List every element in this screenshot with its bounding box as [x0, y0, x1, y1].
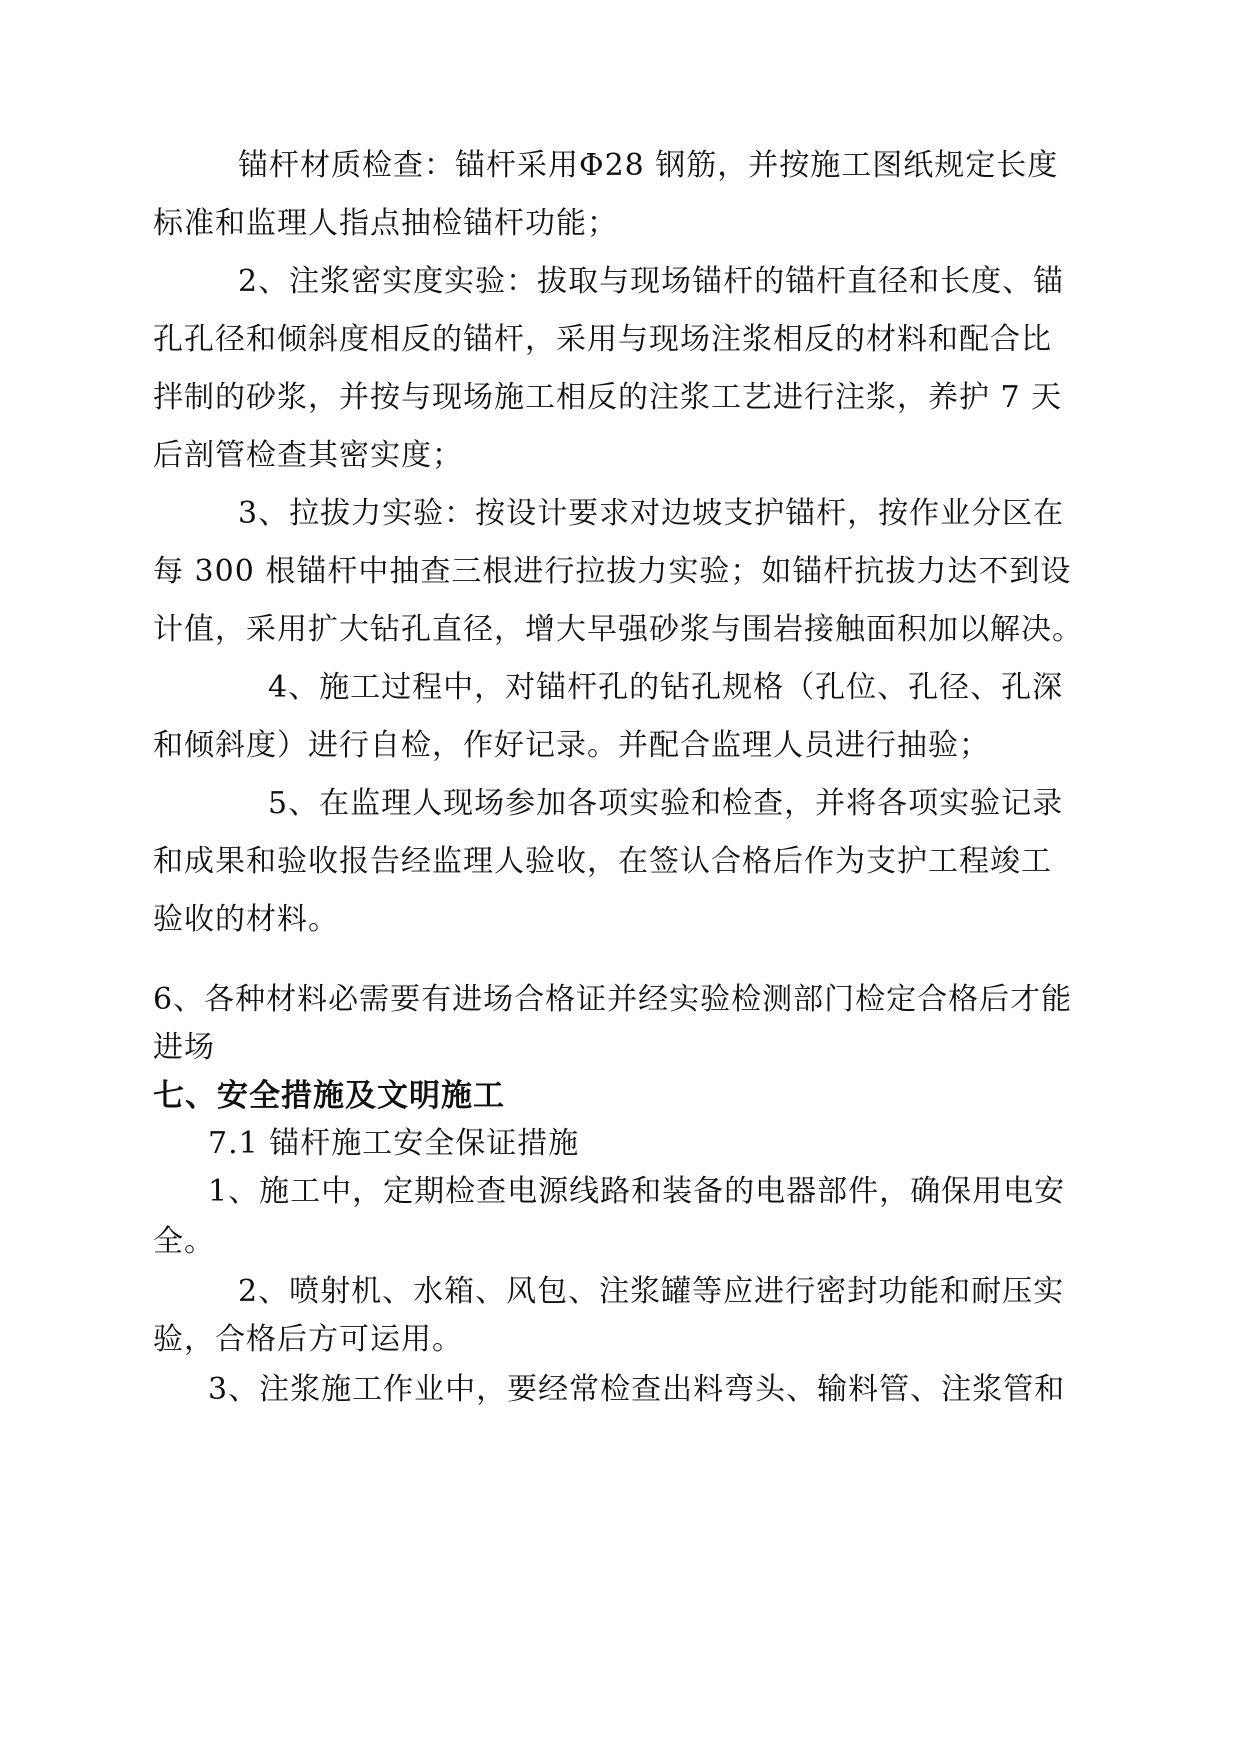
paragraph-line: 和成果和验收报告经监理人验收，在签认合格后作为支护工程竣工 [153, 844, 1052, 879]
safety-item-line: 2、喷射机、水箱、风包、注浆罐等应进行密封功能和耐压实 [238, 1274, 1065, 1309]
paragraph-line: 进场 [153, 1030, 215, 1065]
safety-item-line: 3、注浆施工作业中，要经常检查出料弯头、输料管、注浆管和 [208, 1372, 1066, 1407]
paragraph-line: 5、在监理人现场参加各项实验和检查，并将各项实验记录 [268, 786, 1064, 821]
paragraph-line: 3、拉拔力实验：按设计要求对边坡支护锚杆，按作业分区在 [238, 496, 1065, 531]
safety-item-line: 全。 [153, 1224, 215, 1259]
subsection-heading: 7.1 锚杆施工安全保证措施 [208, 1126, 580, 1161]
paragraph-line: 拌制的砂浆，并按与现场施工相反的注浆工艺进行注浆，养护 7 天 [153, 380, 1063, 415]
safety-item-line: 验，合格后方可运用。 [153, 1322, 463, 1357]
paragraph-line: 计值，采用扩大钻孔直径，增大早强砂浆与围岩接触面积加以解决。 [153, 612, 1083, 647]
paragraph-line: 每 300 根锚杆中抽查三根进行拉拔力实验；如锚杆抗拔力达不到设 [153, 554, 1072, 589]
paragraph-line: 锚杆材质检查：锚杆采用Φ28 钢筋，并按施工图纸规定长度 [238, 148, 1059, 183]
paragraph-line: 标准和监理人指点抽检锚杆功能； [153, 206, 618, 241]
paragraph-line: 6、各种材料必需要有进场合格证并经实验检测部门检定合格后才能 [153, 982, 1073, 1017]
paragraph-line: 孔孔径和倾斜度相反的锚杆，采用与现场注浆相反的材料和配合比 [153, 322, 1052, 357]
safety-item-line: 1、施工中，定期检查电源线路和装备的电器部件，确保用电安 [208, 1174, 1066, 1209]
section-heading: 七、安全措施及文明施工 [153, 1078, 505, 1114]
paragraph-line: 2、注浆密实度实验：拔取与现场锚杆的锚杆直径和长度、锚 [238, 264, 1065, 299]
paragraph-line: 后剖管检查其密实度； [153, 438, 463, 473]
paragraph-line: 验收的材料。 [153, 902, 339, 937]
paragraph-line: 4、施工过程中，对锚杆孔的钻孔规格（孔位、孔径、孔深 [268, 670, 1064, 705]
paragraph-line: 和倾斜度）进行自检，作好记录。并配合监理人员进行抽验； [153, 728, 990, 763]
